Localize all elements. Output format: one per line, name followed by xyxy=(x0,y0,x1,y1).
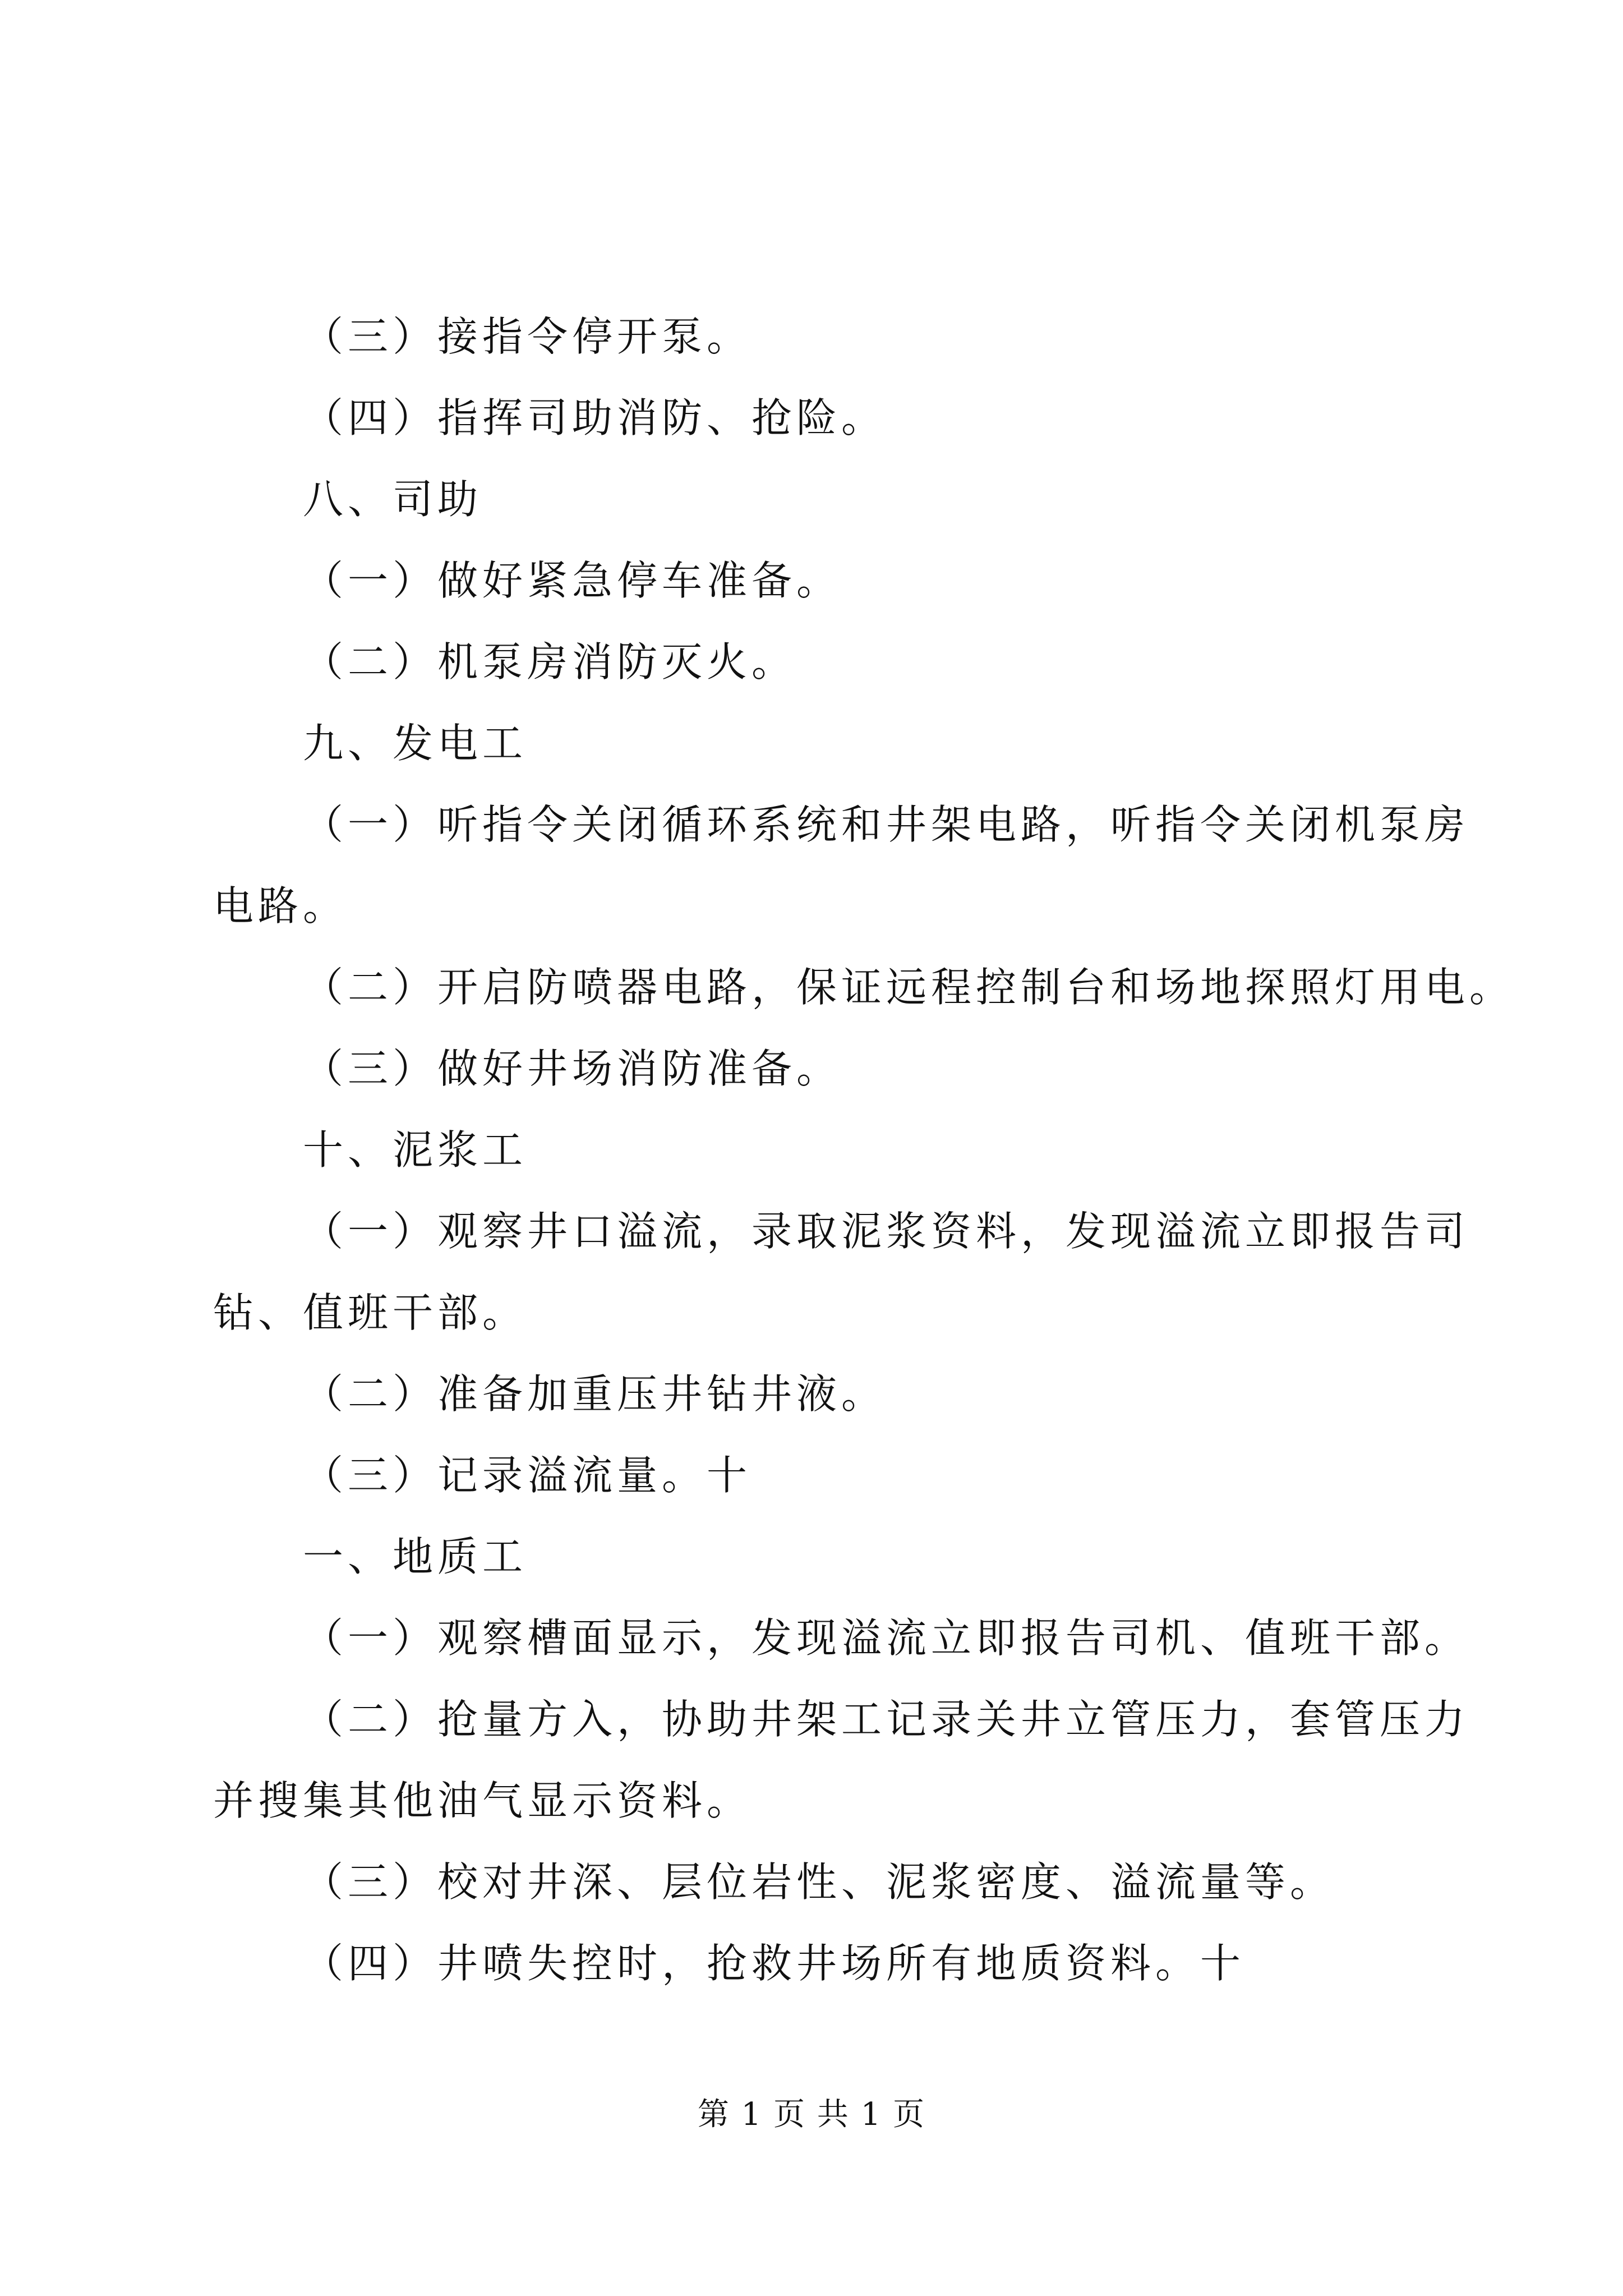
paragraph-line: （一）观察井口溢流，录取泥浆资料，发现溢流立即报告司 xyxy=(303,1208,1470,1255)
paragraph-line-continuation: 电路。 xyxy=(213,882,348,930)
section-heading: 八、司助 xyxy=(303,476,483,523)
paragraph-line: （二）抢量方入，协助井架工记录关井立管压力，套管压力 xyxy=(303,1696,1470,1743)
paragraph-line: （四）井喷失控时，抢救井场所有地质资料。十 xyxy=(303,1940,1246,1987)
paragraph-line: （一）听指令关闭循环系统和井架电路，听指令关闭机泵房 xyxy=(303,801,1470,848)
paragraph-line: （二）机泵房消防灭火。 xyxy=(303,638,797,685)
paragraph-line: （三）记录溢流量。十 xyxy=(303,1452,752,1499)
paragraph-line: （一）观察槽面显示，发现溢流立即报告司机、值班干部。 xyxy=(303,1614,1470,1662)
paragraph-line: （三）校对井深、层位岩性、泥浆密度、溢流量等。 xyxy=(303,1858,1335,1906)
paragraph-line: （三）做好井场消防准备。 xyxy=(303,1045,842,1092)
paragraph-line-continuation: 并搜集其他油气显示资料。 xyxy=(213,1777,752,1824)
paragraph-line: （一）做好紧急停车准备。 xyxy=(303,557,842,604)
section-heading: 十、泥浆工 xyxy=(303,1126,528,1174)
section-heading: 一、地质工 xyxy=(303,1533,528,1580)
paragraph-line: （二）开启防喷器电路，保证远程控制台和场地探照灯用电。 xyxy=(303,964,1515,1011)
paragraph-line: （三）接指令停开泵。 xyxy=(303,313,752,360)
section-heading: 九、发电工 xyxy=(303,720,528,767)
paragraph-line-continuation: 钻、值班干部。 xyxy=(213,1289,528,1336)
paragraph-line: （二）准备加重压井钻井液。 xyxy=(303,1370,887,1418)
paragraph-line: （四）指挥司助消防、抢险。 xyxy=(303,394,887,441)
page-number-footer: 第 1 页 共 1 页 xyxy=(697,2096,926,2133)
